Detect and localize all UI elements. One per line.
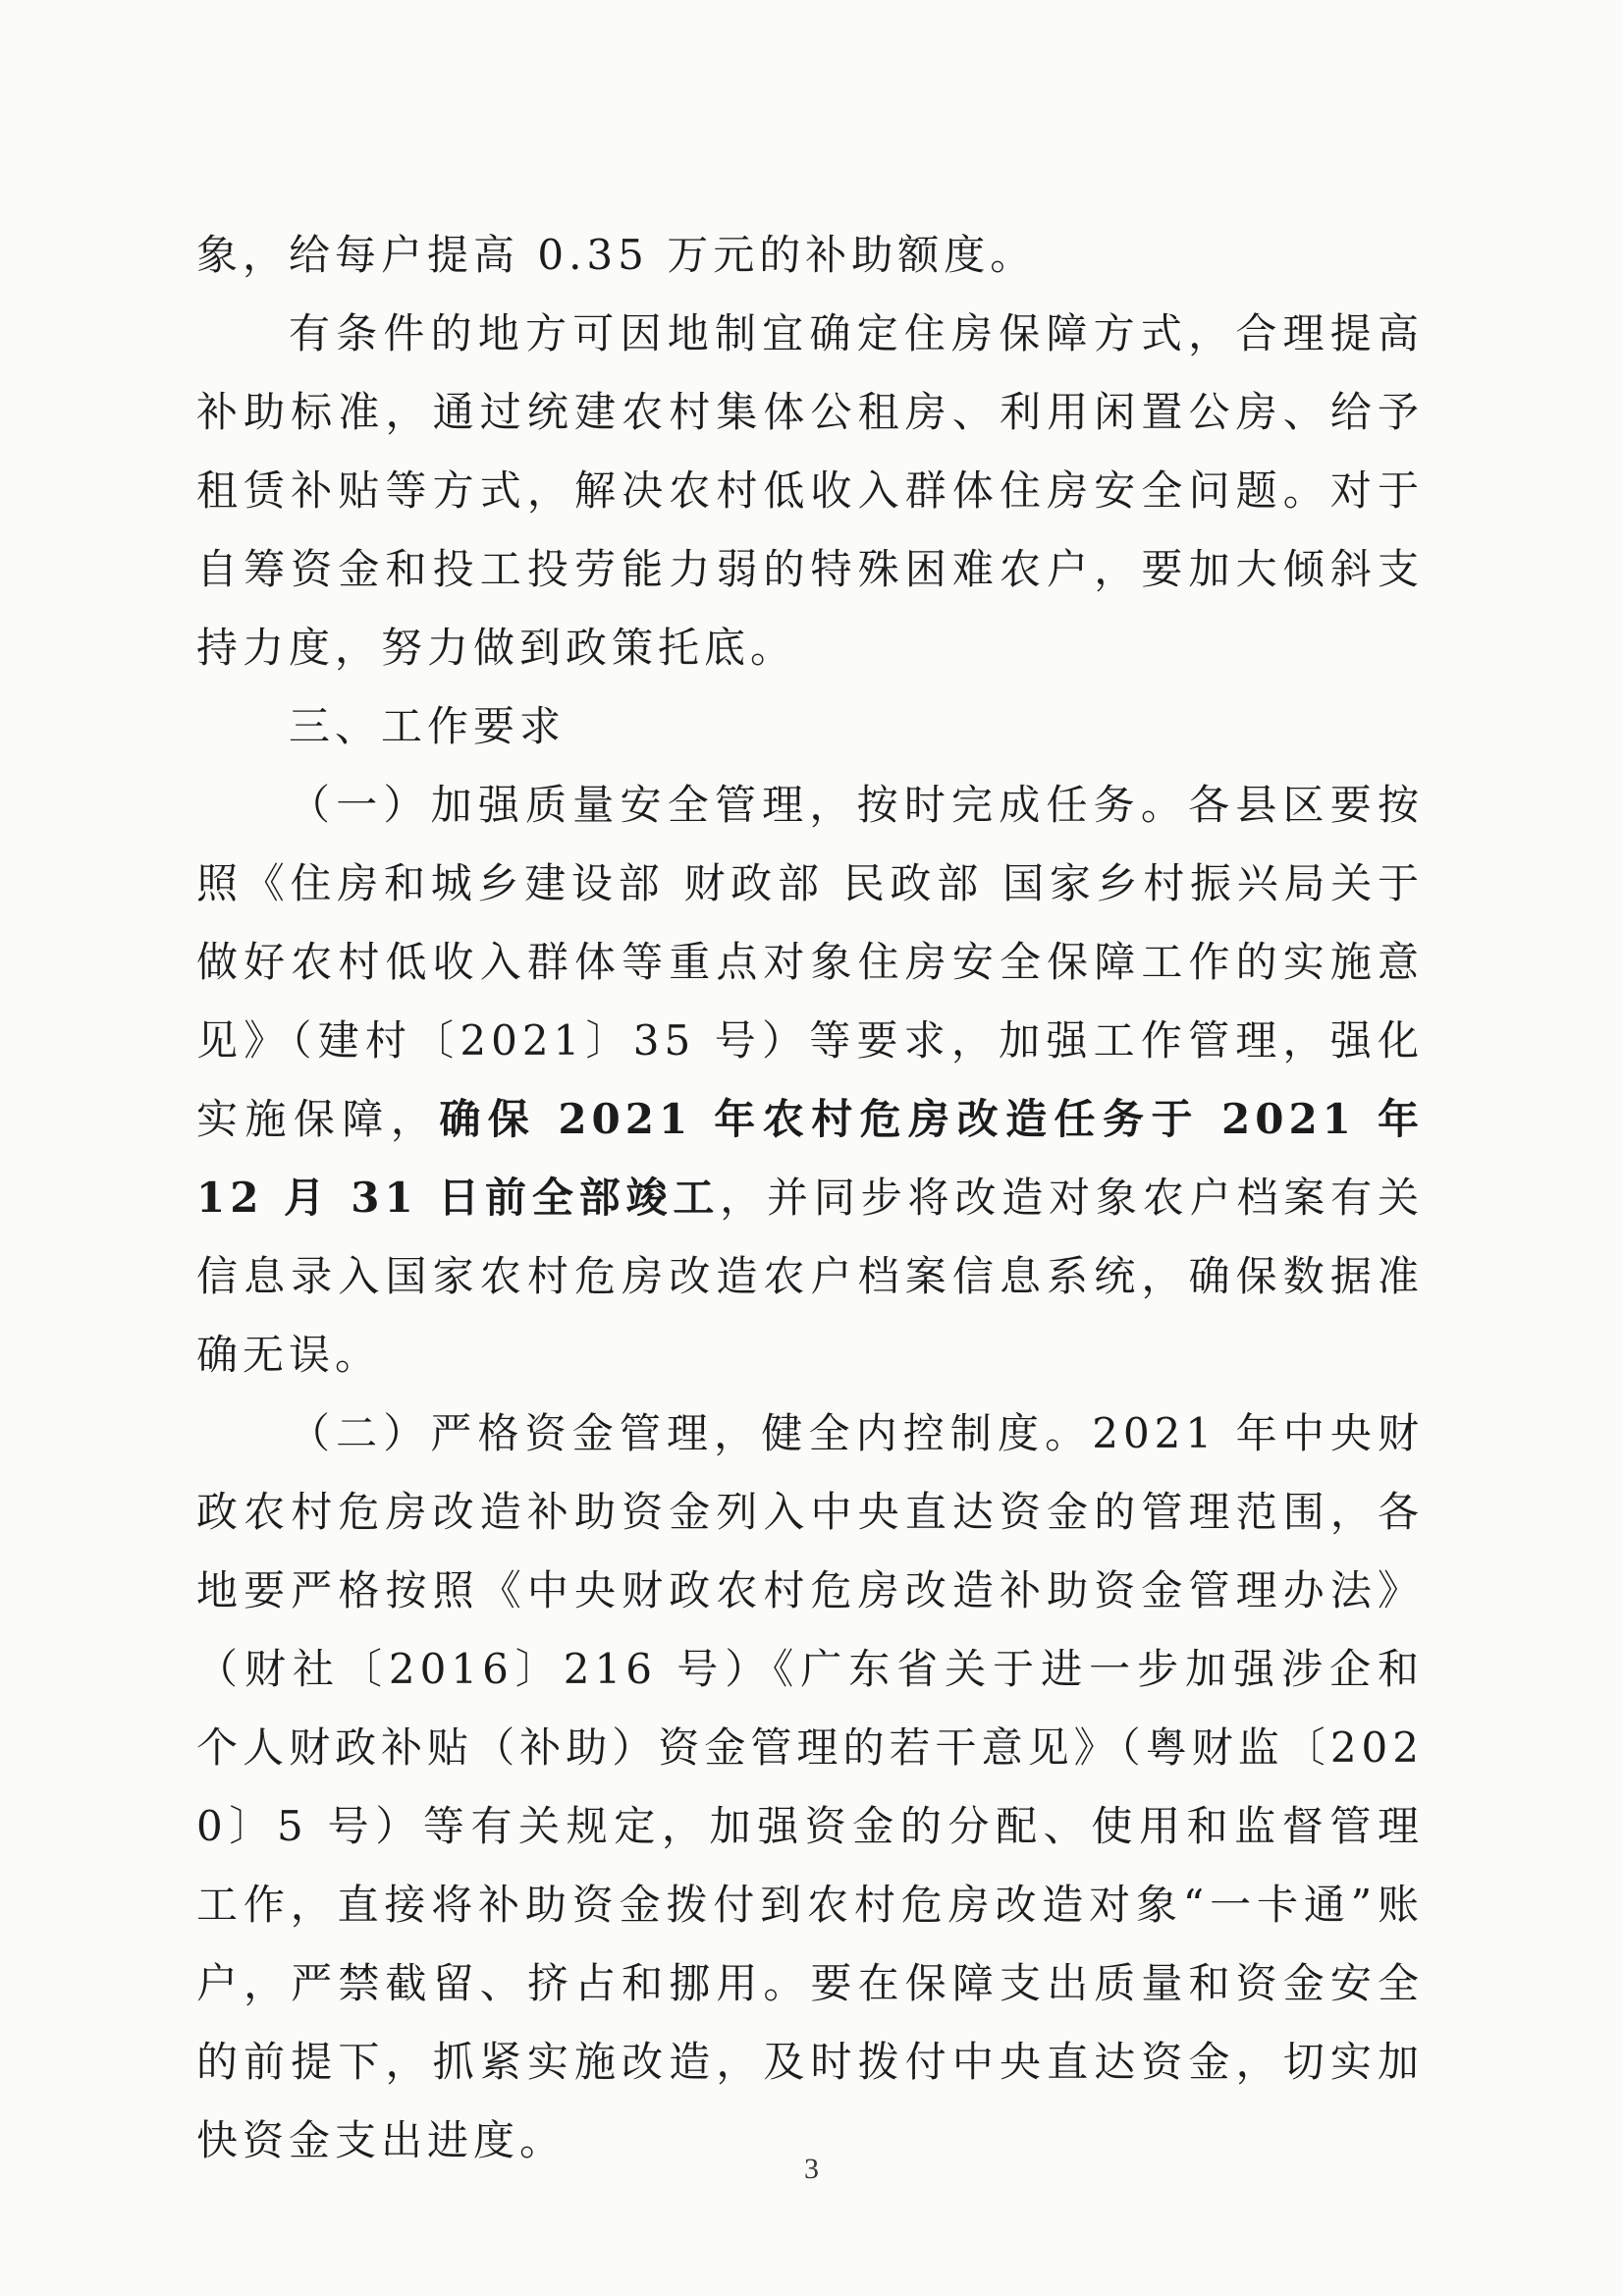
paragraph-quality-safety-tail: ，并同步将改造对象农户档案有关信息录入国家农村危房改造农户档案信息系统，确保数据准确无误。 [196, 1174, 1424, 1379]
paragraph-continuation: 象，给每户提高 0.35 万元的补助额度。 [196, 231, 1037, 279]
paragraph-quality-safety-text: （一）加强质量安全管理，按时完成任务。各县区要按照《住房和城乡建设部 财政部 民政部 国家乡村振兴局关于做好农村低收入群体等重点对象住房安全保障工作的实施意见》（建村〔2021〕35 号）等要求，加强工作管理，强化实施保障， [196, 781, 1424, 1143]
paragraph-quality-safety [196, 766, 1424, 1394]
document-body [196, 216, 1424, 2180]
paragraph-housing-guarantee: 有条件的地方可因地制宜确定住房保障方式，合理提高补助标准，通过统建农村集体公租房、利用闲置公房、给予租赁补贴等方式，解决农村低收入群体住房安全问题。对于自筹资金和投工投劳能力弱的特殊困难农户，要加大倾斜支持力度，努力做到政策托底。 [196, 309, 1424, 672]
page-number: 3 [804, 2153, 819, 2185]
paragraph-fund-management: （二）严格资金管理，健全内控制度。2021 年中央财政农村危房改造补助资金列入中央直达资金的管理范围，各地要严格按照《中央财政农村危房改造补助资金管理办法》（财社〔2016〕216 号）《广东省关于进一步加强涉企和个人财政补贴（补助）资金管理的若干意见》（粤财监〔2020〕5 号）等有关规定，加强资金的分配、使用和监督管理工作，直接将补助资金拨付到农村危房改造对象“一卡通”账户，严禁截留、挤占和挪用。要在保障支出质量和资金安全的前提下，抓紧实施改造，及时拨付中央直达资金，切实加快资金支出进度。 [196, 1409, 1424, 2164]
section-heading-work-requirements: 三、工作要求 [289, 702, 567, 750]
deadline-emphasis: 确保 2021 年农村危房改造任务于 2021 年 12 月 31 日前全部竣工 [196, 1095, 1424, 1222]
